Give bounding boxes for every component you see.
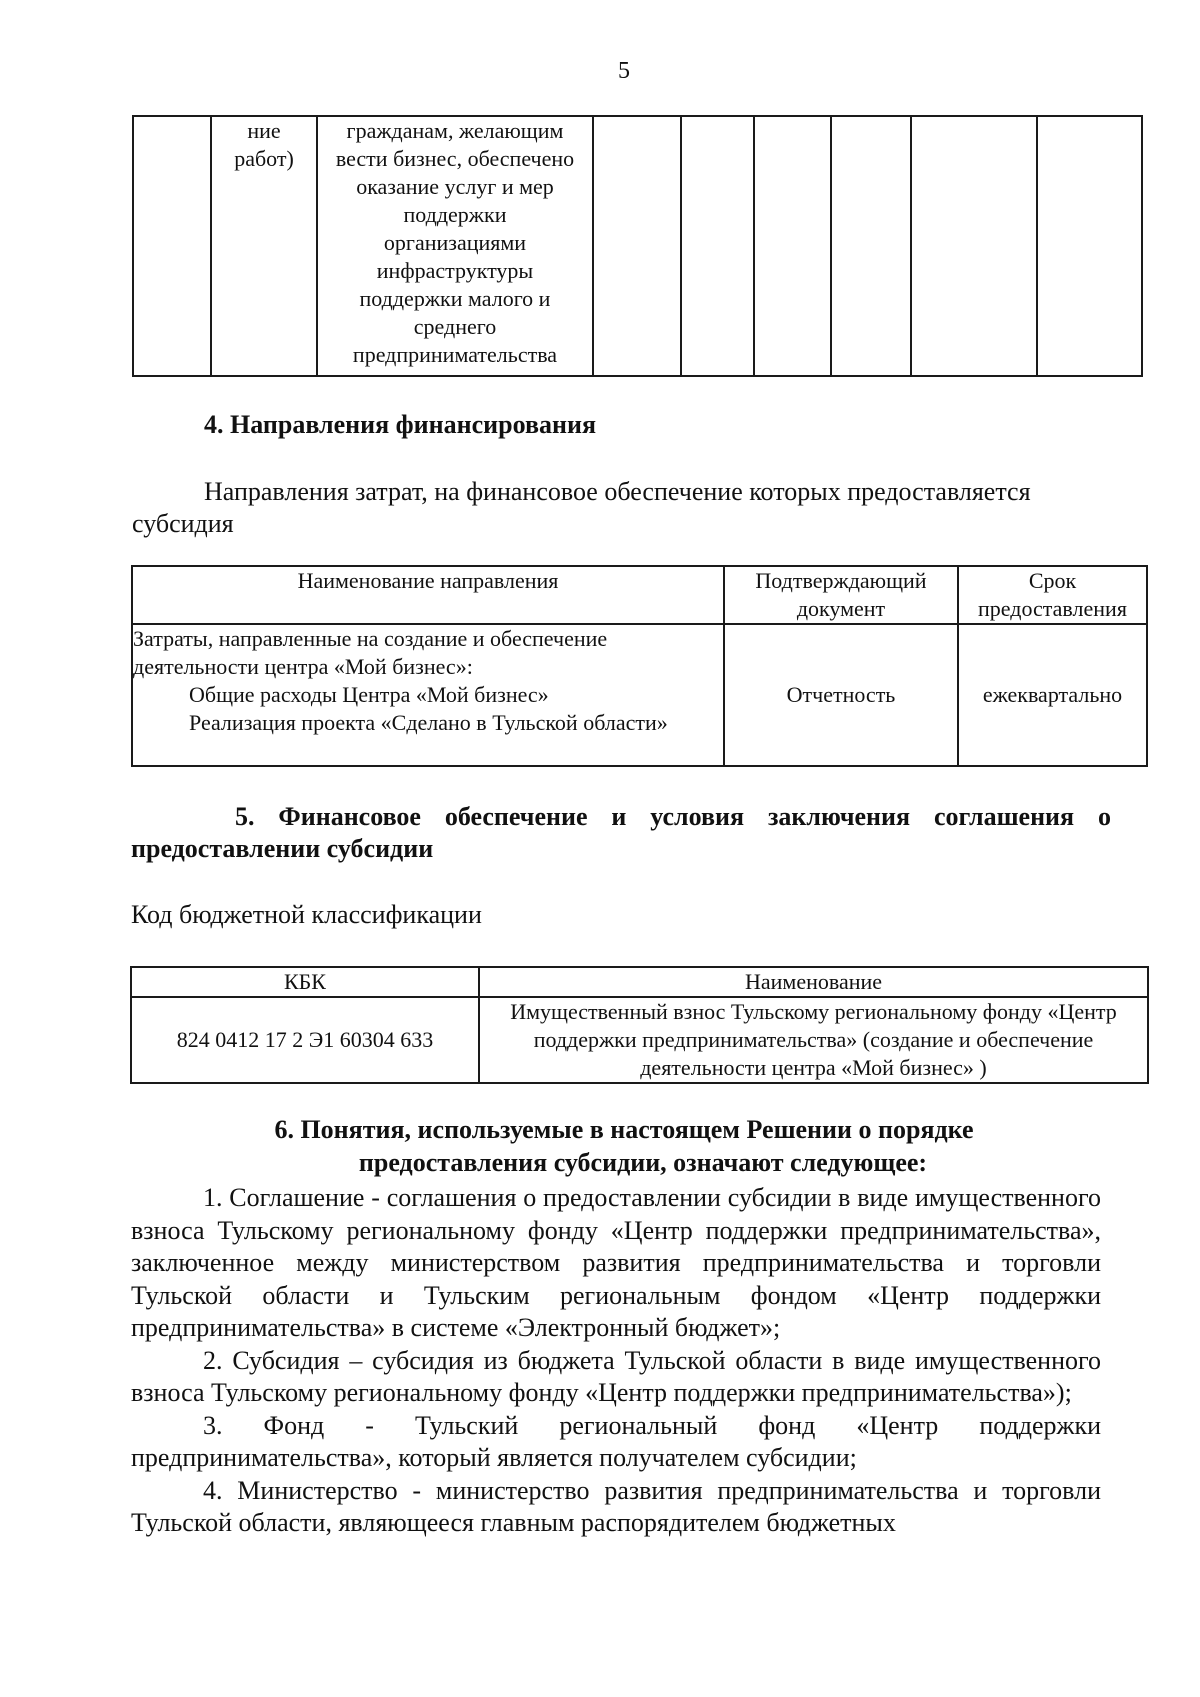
section-4-intro: Направления затрат, на финансовое обеспечение которых предоставляется субсидия <box>132 477 1031 538</box>
column-header-kbk: КБК <box>131 967 479 997</box>
table-cell-kbk: 824 0412 17 2 Э1 60304 633 <box>131 997 479 1083</box>
definitions-list <box>131 1182 1101 1540</box>
cell-line: ние <box>247 118 281 143</box>
cell-line: Затраты, направленные на создание и обеспечение <box>133 626 608 651</box>
table-cell-document: Отчетность <box>724 624 958 766</box>
cell-line: поддержки малого и <box>359 286 551 311</box>
definition-item: 3. Фонд - Тульский региональный фонд «Центр поддержки предпринимательства», который является получателем субсидии; <box>131 1410 1101 1472</box>
section-5-heading: 5. Финансовое обеспечение и условия заключения соглашения о <box>235 802 1111 831</box>
table-header-row <box>132 566 1147 624</box>
definition-item: 1. Соглашение - соглашения о предоставлении субсидии в виде имущественного взноса Тульскому региональному фонду «Центр поддержки предпринимательства», заключенное между министерством развития предпринимательства и торговли Тульской области и Тульским региональным фондом «Центр поддержки предпринимательства» в системе «Электронный бюджет»; <box>131 1183 1101 1342</box>
page-number: 5 <box>618 58 630 84</box>
budget-classification-table <box>130 966 1149 1084</box>
cell-line: среднего <box>413 314 497 339</box>
section-6-heading: 6. Понятия, используемые в настоящем Решении о порядке <box>274 1115 974 1144</box>
budget-classification-label: Код бюджетной классификации <box>131 900 482 929</box>
sub-item: Общие расходы Центра «Мой бизнес» <box>189 682 549 707</box>
table-row <box>131 997 1148 1083</box>
cell-line: работ) <box>234 146 294 171</box>
cell-line: гражданам, желающим <box>346 118 564 143</box>
table-cell-empty <box>1037 116 1142 376</box>
section-5-heading-continued: предоставлении субсидии <box>131 834 434 863</box>
cell-line: инфраструктуры <box>376 258 534 283</box>
definition-item: 2. Субсидия – субсидия из бюджета Тульской области в виде имущественного взноса Тульскому региональному фонду «Центр поддержки предпринимательства»); <box>131 1345 1101 1407</box>
table-cell-work-type <box>211 116 317 376</box>
column-header-name: Наименование <box>479 967 1148 997</box>
column-header-term: Срок предоставления <box>958 566 1147 624</box>
cell-line: вести бизнес, обеспечено <box>335 146 575 171</box>
cell-line: организациями <box>383 230 527 255</box>
sub-item: Реализация проекта «Сделано в Тульской области» <box>189 710 668 735</box>
funding-directions-table <box>131 565 1148 767</box>
table-cell-empty <box>593 116 681 376</box>
table-row <box>133 116 1142 376</box>
section-6-heading-continued: предоставления субсидии, означают следующее: <box>358 1148 928 1177</box>
table-cell-empty <box>754 116 831 376</box>
table-cell-empty <box>911 116 1037 376</box>
cell-line: деятельности центра «Мой бизнес»: <box>133 654 473 679</box>
cell-line: предпринимательства <box>352 342 558 367</box>
table-header-row <box>131 967 1148 997</box>
results-table-continuation <box>132 115 1143 377</box>
table-cell-term: ежеквартально <box>958 624 1147 766</box>
table-cell-result-description <box>317 116 593 376</box>
definition-item: 4. Министерство - министерство развития предпринимательства и торговли Тульской области, являющееся главным распорядителем бюджетных <box>131 1475 1101 1537</box>
table-cell-direction-name <box>132 624 724 766</box>
table-cell-empty <box>831 116 911 376</box>
cell-line: оказание услуг и мер <box>356 174 554 199</box>
table-cell-empty <box>681 116 754 376</box>
column-header-document: Подтверждающий документ <box>724 566 958 624</box>
table-row <box>132 624 1147 766</box>
column-header-direction-name: Наименование направления <box>132 566 724 624</box>
cell-line: поддержки <box>403 202 507 227</box>
section-4-heading: 4. Направления финансирования <box>204 410 597 439</box>
table-cell-empty <box>133 116 211 376</box>
table-cell-name: Имущественный взнос Тульскому региональному фонду «Центр поддержки предпринимательства» (создание и обеспечение деятельности центра «Мой бизнес» ) <box>479 997 1148 1083</box>
